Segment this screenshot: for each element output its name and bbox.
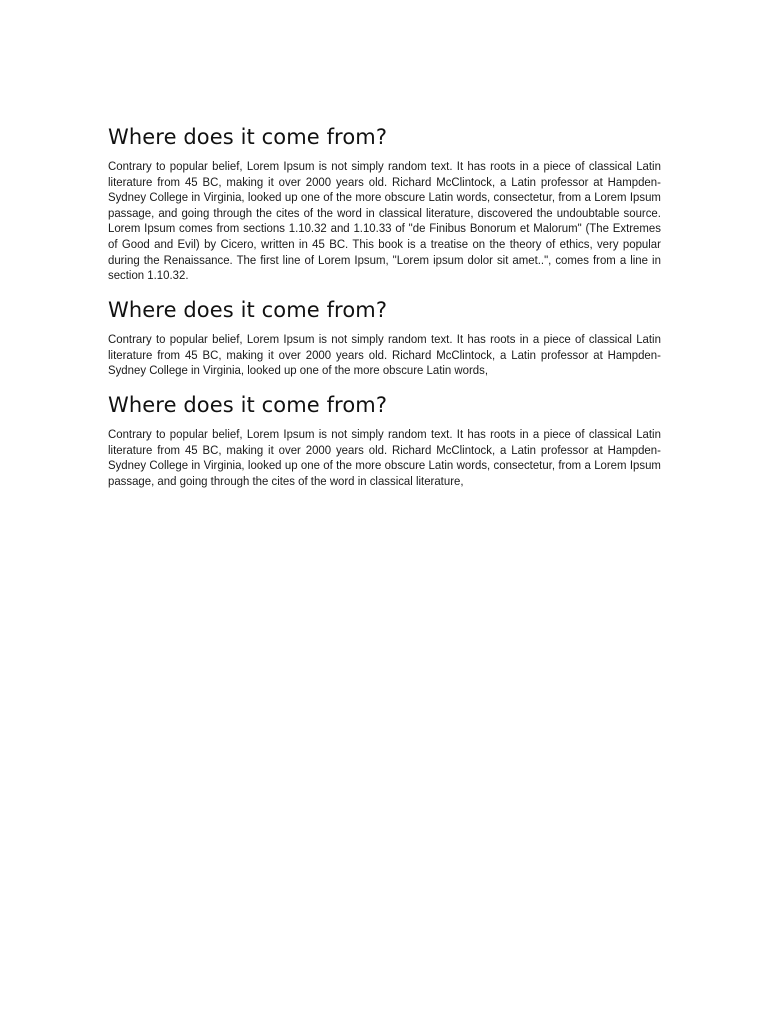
section-2 [108,296,661,379]
document-content [108,123,661,501]
section-paragraph: Contrary to popular belief, Lorem Ipsum is not simply random text. It has roots in a piece of classical Latin literature from 45 BC, making it over 2000 years old. Richard McClintock, a Latin professor at Hampden-Sydney College in Virginia, looked up one of the more obscure Latin words, consectetur, from a Lorem Ipsum passage, and going through the cites of the word in classical literature, [108,427,661,488]
section-heading: Where does it come from? [108,125,388,149]
section-heading: Where does it come from? [108,298,388,322]
section-heading: Where does it come from? [108,393,388,417]
section-1 [108,123,661,284]
section-paragraph: Contrary to popular belief, Lorem Ipsum is not simply random text. It has roots in a piece of classical Latin literature from 45 BC, making it over 2000 years old. Richard McClintock, a Latin professor at Hampden-Sydney College in Virginia, looked up one of the more obscure Latin words, consectetur, from a Lorem Ipsum passage, and going through the cites of the word in classical literature, discovered the undoubtable source. Lorem Ipsum comes from sections 1.10.32 and 1.10.33 of "de Finibus Bonorum et Malorum" (The Extremes of Good and Evil) by Cicero, written in 45 BC. This book is a treatise on the theory of ethics, very popular during the Renaissance. The first line of Lorem Ipsum, "Lorem ipsum dolor sit amet..", comes from a line in section 1.10.32. [108,159,661,283]
section-paragraph: Contrary to popular belief, Lorem Ipsum is not simply random text. It has roots in a piece of classical Latin literature from 45 BC, making it over 2000 years old. Richard McClintock, a Latin professor at Hampden-Sydney College in Virginia, looked up one of the more obscure Latin words, [108,332,661,378]
section-3 [108,391,661,489]
